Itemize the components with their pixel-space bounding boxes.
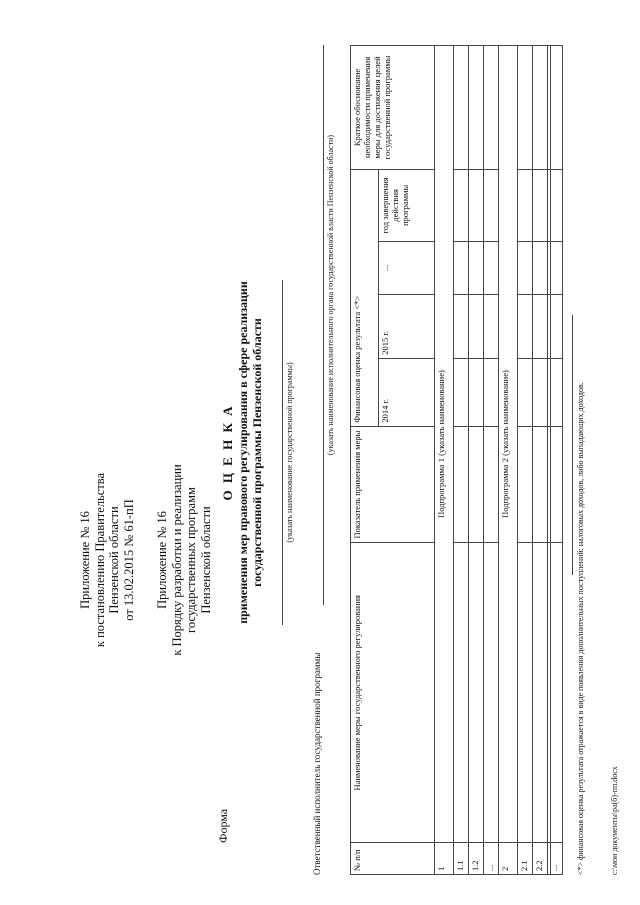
- table-row: [435, 46, 454, 875]
- header-dots: ...: [379, 241, 435, 294]
- table-row: [499, 46, 518, 875]
- program-name-line: [282, 280, 283, 625]
- header-year-end: год завершения действия программы: [379, 169, 435, 241]
- row-number: ...: [484, 843, 499, 875]
- table-row: [518, 46, 533, 875]
- header-2015: 2015 г.: [379, 294, 435, 358]
- row-number: 1: [435, 843, 454, 875]
- form-label: Форма: [216, 808, 230, 843]
- appendix-government-decree: Приложение № 16 к постановлению Правительства Пензенской области от 13.02.2015 № 61-пП: [78, 472, 136, 648]
- subprogram-title: Подпрограмма 1 (указать наименование): [435, 46, 454, 843]
- header-indicator: Показатель применения меры: [351, 426, 435, 543]
- row-number: 1.1: [454, 843, 469, 875]
- assessment-table: [350, 45, 563, 875]
- title-line-1: применения мер правового регулирования в сфере реализации: [236, 281, 250, 624]
- table-row: [484, 46, 499, 875]
- row-number: 2: [499, 843, 518, 875]
- program-name-hint: (указать наименование государственной программы): [285, 362, 294, 543]
- footnote: <*> финансовая оценка результата отражается в виде появления дополнительных поступлений: налоговых доходов, либо выпадающих доходов.: [576, 382, 585, 875]
- header-financial: Финансовая оценка результата <*>: [351, 169, 379, 426]
- table-row: [533, 46, 548, 875]
- row-number: 1.2: [469, 843, 484, 875]
- short-separator: [572, 315, 573, 575]
- row-number: 2.2: [533, 843, 548, 875]
- file-path: c:\мои документы\ра(б)-пп.docx: [610, 766, 619, 875]
- header-rationale: Краткое обоснование необходимости применения меры для достижения целей государственной программы: [351, 46, 435, 170]
- footnote-separator: [550, 45, 551, 875]
- header-num: № п/п: [351, 843, 435, 875]
- header-2014: 2014 г.: [379, 358, 435, 426]
- document-title: О Ц Е Н К А: [220, 404, 235, 501]
- executor-hint-text: (указать наименование исполнительного органа государственной власти Пензенской области): [326, 134, 335, 456]
- table-row: [469, 46, 484, 875]
- executor-label: Ответственный исполнитель государственной программы: [312, 652, 322, 875]
- title-line-2: государственной программы Пензенской области: [250, 318, 264, 587]
- executor-line: [323, 45, 324, 605]
- appendix-procedure: Приложение № 16 к Порядку разработки и реализации государственных программ Пензенской области: [155, 464, 213, 656]
- row-number: ...: [548, 843, 563, 875]
- subprogram-title: Подпрограмма 2 (указать наименование): [499, 46, 518, 843]
- row-number: 2.1: [518, 843, 533, 875]
- header-measure: Наименование меры государственного регулирования: [351, 543, 435, 843]
- table-row: [454, 46, 469, 875]
